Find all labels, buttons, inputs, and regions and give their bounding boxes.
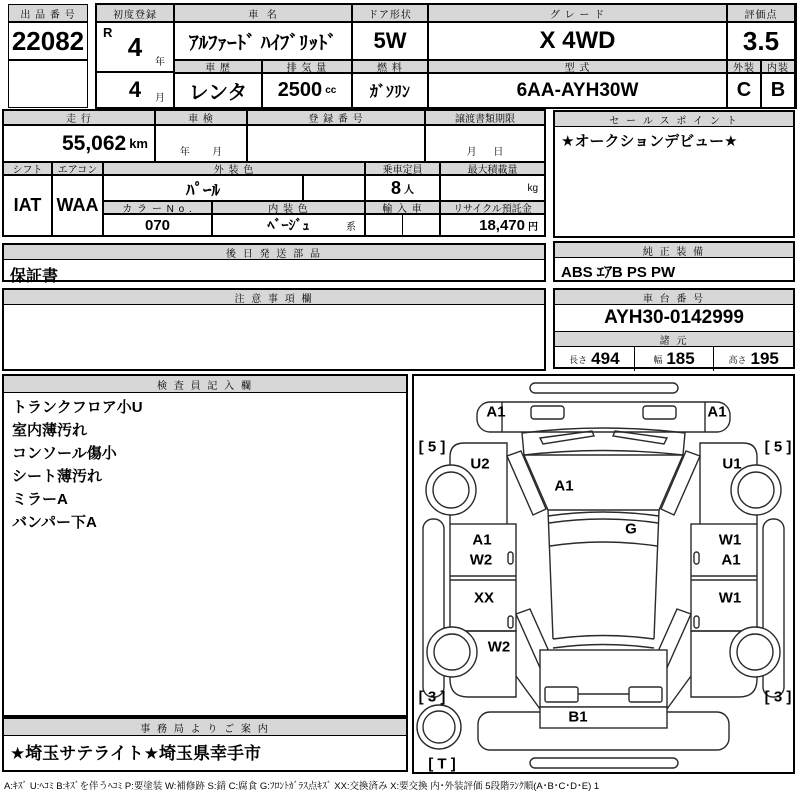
capacity-header: 乗車定員 (365, 162, 440, 175)
inspector-note-line: コンソール傷小 (12, 445, 117, 462)
spec-width-value: 185 (666, 349, 695, 368)
damage-label: XX (473, 589, 495, 607)
damage-labels-layer (414, 376, 793, 772)
inspector-note-line: 室内薄汚れ (12, 422, 88, 439)
recycle-deposit-cell (440, 214, 545, 236)
inspection-value-cell: 年 月 (155, 125, 247, 162)
spec-length-label: 長さ (569, 354, 588, 365)
recycle-deposit-header: リサイクル預託金 (440, 201, 545, 214)
damage-label: A1 (721, 551, 741, 569)
car-name-header: 車 名 (174, 4, 352, 22)
transfer-deadline-cell: 月 日 (425, 125, 545, 162)
score-header: 評価点 (727, 4, 795, 22)
chassis-box (553, 288, 795, 369)
first-registration-year-cell (96, 22, 174, 72)
history-value: レンタ (174, 73, 262, 108)
spec-length-value: 494 (591, 349, 620, 368)
mileage-value: 55,062 (61, 131, 127, 155)
damage-label: U2 (470, 455, 490, 473)
inspector-header: 検 査 員 記 入 欄 (4, 376, 406, 393)
fuel-header: 燃 料 (352, 60, 428, 73)
grade-value: X 4WD (428, 22, 727, 60)
lot-number-empty-cell (8, 60, 88, 108)
transfer-deadline-header: 譲渡書類期限 (425, 110, 545, 125)
lot-number-value: 22082 (8, 22, 88, 60)
exterior-color-type-cell (303, 175, 365, 201)
inspector-note-line: トランクフロア小U (12, 399, 143, 416)
interior-grade-value: B (761, 73, 795, 108)
import-cell-2 (402, 214, 440, 236)
displacement-value-cell (262, 73, 352, 108)
recycle-deposit-value: 18,470 (479, 216, 525, 234)
later-parts-box (2, 243, 546, 285)
interior-color-header: 内 装 色 (212, 201, 365, 214)
first-registration-month-cell (96, 72, 174, 108)
spec-length (555, 347, 635, 371)
office-header: 事 務 局 よ り ご 案 内 (4, 719, 406, 736)
damage-label: W1 (718, 589, 742, 607)
sales-point-header: セ ー ル ス ポ イ ン ト (555, 112, 793, 127)
damage-label: U1 (722, 455, 742, 473)
fuel-value: ｶﾞｿﾘﾝ (352, 73, 428, 108)
notes-header: 注 意 事 項 欄 (4, 290, 544, 305)
interior-color-suffix: 系 (346, 221, 356, 233)
displacement-unit: cc (325, 85, 337, 96)
notes-box (2, 288, 546, 371)
damage-code-legend: A:ｷｽﾞ U:ﾍｺﾐ B:ｷｽﾞを伴うﾍｺﾐ P:要塗装 W:補修跡 S:錆 C:腐食 G:ﾌﾛﾝﾄｶﾞﾗｽ点ｷｽﾞ XX:交換済み X:要交換 内･外装評価 5段階ﾗﾝｸ順(A･B･C･D･E) 1 (4, 781, 600, 792)
capacity-value: 8 (390, 177, 401, 198)
exterior-grade-value: C (727, 73, 761, 108)
damage-label: A1 (486, 403, 506, 421)
oem-equipment-box (553, 241, 795, 282)
chassis-value: AYH30-0142999 (604, 307, 744, 328)
model-code-header: 型 式 (428, 60, 727, 73)
oem-equipment-value: ABS ｴｱB PS PW (561, 264, 676, 281)
mileage-value-cell (3, 125, 155, 162)
damage-label: W1 (718, 531, 742, 549)
car-name-value: ｱﾙﾌｧｰﾄﾞ ﾊｲﾌﾞﾘｯﾄﾞ (174, 22, 352, 60)
spec-height-value: 195 (750, 349, 779, 368)
sales-point-value: ★オークションデビュー★ (561, 133, 738, 150)
aircon-header: エアコン (52, 162, 103, 175)
damage-label: [ 3 ] (418, 688, 446, 706)
specs-row (555, 347, 793, 371)
damage-label: W2 (469, 551, 493, 569)
damage-label: A1 (707, 403, 727, 421)
interior-grade-header: 内装 (761, 60, 795, 73)
year-suffix: 年 (155, 57, 165, 68)
later-parts-header: 後 日 発 送 部 品 (4, 245, 544, 260)
inspector-note-line: ミラーA (12, 491, 68, 508)
damage-label: B1 (568, 708, 588, 726)
notes-value (4, 305, 544, 311)
displacement-value: 2500 (277, 79, 323, 101)
month-suffix: 月 (155, 93, 165, 104)
registration-number-header: 登 録 番 号 (247, 110, 425, 125)
displacement-header: 排 気 量 (262, 60, 352, 73)
office-value: ★埼玉サテライト★埼玉県幸手市 (10, 744, 261, 763)
exterior-color-header: 外 装 色 (103, 162, 365, 175)
inspector-box (2, 374, 408, 717)
spec-width-label: 幅 (653, 354, 663, 365)
chassis-header: 車 台 番 号 (555, 290, 793, 305)
damage-label: A1 (472, 531, 492, 549)
spec-height (714, 347, 793, 371)
damage-label: [ 3 ] (764, 688, 792, 706)
interior-color-value: ﾍﾞｰｼﾞｭ (267, 217, 310, 233)
spec-width (635, 347, 715, 371)
capacity-value-cell (365, 175, 440, 201)
spec-height-label: 高さ (728, 354, 747, 365)
score-value: 3.5 (727, 22, 795, 60)
mileage-header: 走 行 (3, 110, 155, 125)
inspector-note-line: シート薄汚れ (12, 468, 103, 485)
exterior-grade-header: 外装 (727, 60, 761, 73)
max-load-cell: kg (440, 175, 545, 201)
damage-label: A1 (554, 477, 574, 495)
registration-number-cell (247, 125, 425, 162)
shift-value: IAT (3, 175, 52, 236)
damage-label: G (625, 520, 637, 538)
color-no-value: 070 (103, 214, 212, 236)
reg-year: 4 (127, 31, 143, 62)
mileage-unit: km (129, 136, 148, 151)
inspector-notes (4, 393, 406, 534)
first-registration-header: 初度登録 (96, 4, 174, 22)
damage-label: [ 5 ] (764, 438, 792, 456)
exterior-color-value: ﾊﾟｰﾙ (103, 175, 303, 201)
specs-header: 諸 元 (555, 331, 793, 347)
capacity-unit: 人 (404, 184, 414, 196)
reg-month: 4 (128, 77, 142, 102)
era-letter: R (103, 25, 113, 40)
damage-diagram (412, 374, 795, 774)
model-code-value: 6AA-AYH30W (428, 73, 727, 108)
interior-color-cell (212, 214, 365, 236)
color-no-header: カ ラ ー N o . (103, 201, 212, 214)
recycle-deposit-unit: 円 (528, 221, 538, 233)
max-load-header: 最大積載量 (440, 162, 545, 175)
lot-number-header: 出 品 番 号 (8, 4, 88, 22)
inspection-header: 車 検 (155, 110, 247, 125)
aircon-value: WAA (52, 175, 103, 236)
office-box (2, 717, 408, 772)
history-header: 車 歴 (174, 60, 262, 73)
import-cell-1 (365, 214, 403, 236)
import-header: 輸 入 車 (365, 201, 440, 214)
door-shape-header: ドア形状 (352, 4, 428, 22)
grade-header: グ レ ー ド (428, 4, 727, 22)
damage-label: W2 (487, 638, 511, 656)
sales-point-box (553, 110, 795, 238)
inspector-note-line: バンパー下A (12, 514, 97, 531)
damage-label: [ T ] (428, 755, 456, 773)
oem-equipment-header: 純 正 装 備 (555, 243, 793, 258)
later-parts-value: 保証書 (10, 268, 59, 285)
damage-label: [ 5 ] (418, 438, 446, 456)
shift-header: シフト (3, 162, 52, 175)
door-shape-value: 5W (352, 22, 428, 60)
